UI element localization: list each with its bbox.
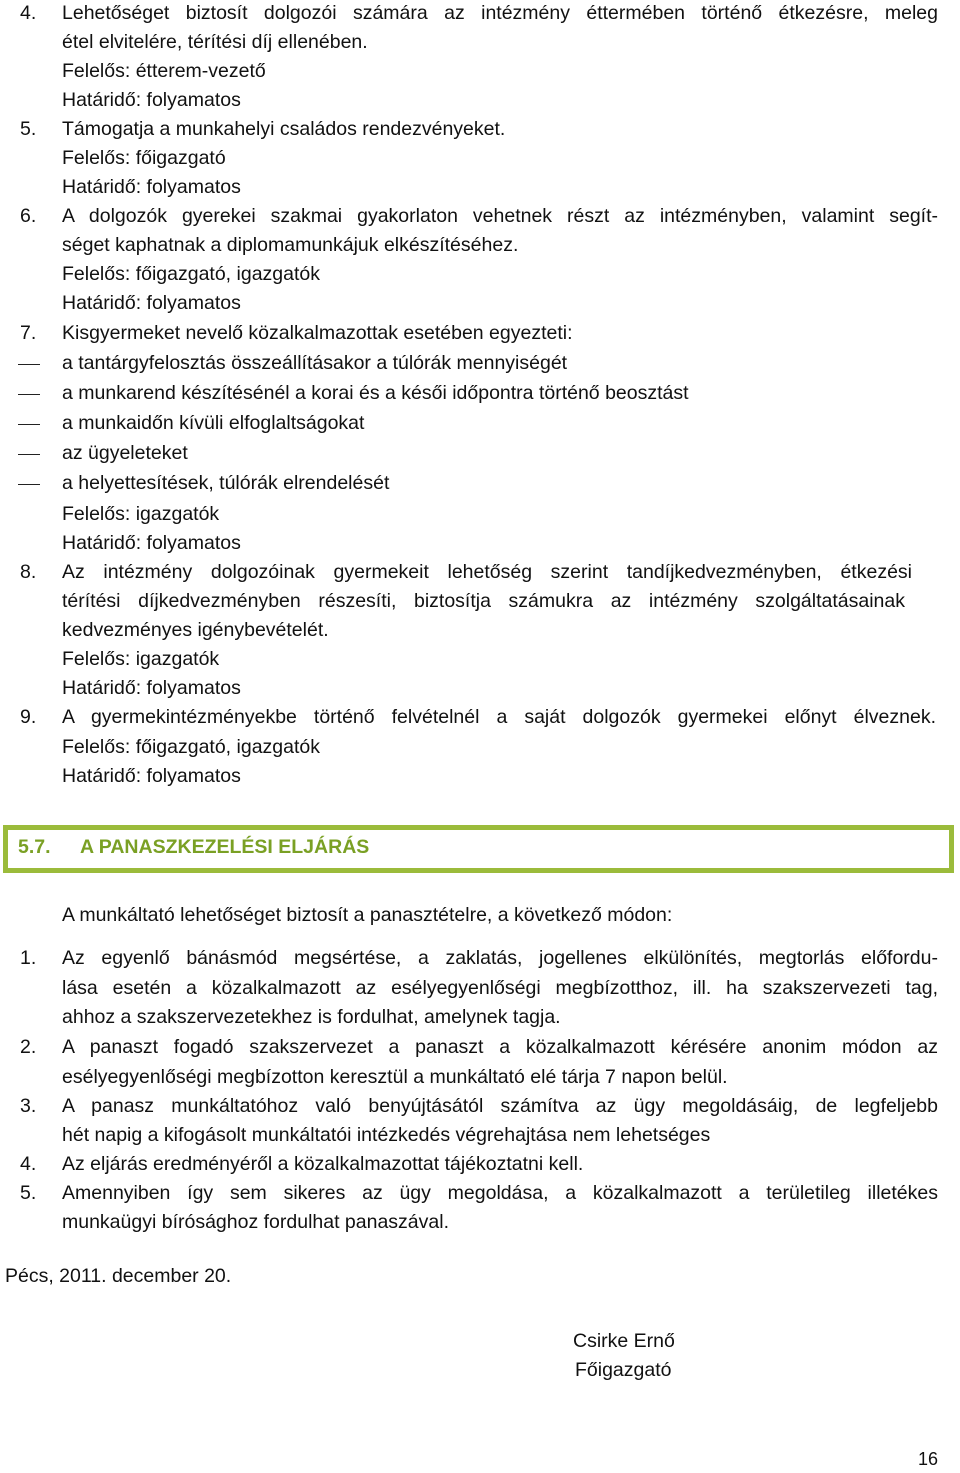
item-number: 7. xyxy=(20,322,37,344)
page-number: 16 xyxy=(918,1449,939,1469)
bullet-item: a tantárgyfelosztás összeállításakor a túlórák mennyiségét xyxy=(62,352,568,374)
item-text: Támogatja a munkahelyi családos rendezvényeket. xyxy=(62,118,506,140)
item-text: Amennyiben így sem sikeres az ügy megoldása, a közalkalmazott a területileg illetékes xyxy=(62,1182,938,1204)
deadline-line: Határidő: folyamatos xyxy=(62,292,241,314)
item-text: kedvezményes igénybevételét. xyxy=(62,619,329,641)
section-heading xyxy=(3,825,954,873)
section-number: 5.7. xyxy=(18,836,51,858)
item-text: séget kaphatnak a diplomamunkájuk elkészítéséhez. xyxy=(62,234,519,256)
bullet-item: a munkarend készítésénél a korai és a késői időpontra történő beosztást xyxy=(62,382,689,404)
item-text: Az eljárás eredményéről a közalkalmazottat tájékoztatni kell. xyxy=(62,1153,584,1175)
item-number: 5. xyxy=(20,118,37,140)
item-text: Az intézmény dolgozóinak gyermekeit lehetőség szerint tandíjkedvezményben, étkezési xyxy=(62,561,912,583)
item-text: hét napig a kifogásolt munkáltatói intézkedés végrehajtása nem lehetséges xyxy=(62,1124,711,1146)
responsible-line: Felelős: igazgatók xyxy=(62,503,220,525)
deadline-line: Határidő: folyamatos xyxy=(62,765,241,787)
item-text: Az egyenlő bánásmód megsértése, a zaklatás, jogellenes elkülönítés, megtorlás előfordu- xyxy=(62,947,938,969)
deadline-line: Határidő: folyamatos xyxy=(62,176,241,198)
dash-bullet xyxy=(18,394,40,395)
signatory-name: Csirke Ernő xyxy=(573,1330,675,1352)
deadline-line: Határidő: folyamatos xyxy=(62,532,241,554)
signatory-title: Főigazgató xyxy=(575,1359,672,1381)
place-date: Pécs, 2011. december 20. xyxy=(5,1265,232,1287)
responsible-line: Felelős: étterem-vezető xyxy=(62,60,266,82)
responsible-line: Felelős: igazgatók xyxy=(62,648,220,670)
item-text: Lehetőséget biztosít dolgozói számára az intézmény éttermében történő étkezésre, meleg xyxy=(62,2,938,24)
item-number: 3. xyxy=(20,1095,37,1117)
bullet-item: az ügyeleteket xyxy=(62,442,188,464)
bullet-item: a helyettesítések, túlórák elrendelését xyxy=(62,472,390,494)
item-text: ahhoz a szakszervezetekhez is fordulhat, amelynek tagja. xyxy=(62,1006,561,1028)
item-text: Kisgyermeket nevelő közalkalmazottak esetében egyezteti: xyxy=(62,322,573,344)
item-text: A panaszt fogadó szakszervezet a panaszt a közalkalmazott kérésére anonim módon az xyxy=(62,1036,938,1058)
item-text: lása esetén a közalkalmazott az esélyegyenlőségi megbízotthoz, ill. ha szakszervezeti tag, xyxy=(62,977,938,999)
item-number: 2. xyxy=(20,1036,37,1058)
item-text: A gyermekintézményekbe történő felvételnél a saját dolgozók gyermekei előnyt élveznek. xyxy=(62,706,936,728)
item-text: A dolgozók gyerekei szakmai gyakorlaton vehetnek részt az intézményben, valamint segít- xyxy=(62,205,938,227)
deadline-line: Határidő: folyamatos xyxy=(62,677,241,699)
item-text: munkaügyi bírósághoz fordulhat panaszával. xyxy=(62,1211,449,1233)
bullet-item: a munkaidőn kívüli elfoglaltságokat xyxy=(62,412,365,434)
dash-bullet xyxy=(18,424,40,425)
section-title: A PANASZKEZELÉSI ELJÁRÁS xyxy=(80,836,370,858)
dash-bullet xyxy=(18,454,40,455)
item-number: 9. xyxy=(20,706,37,728)
item-number: 5. xyxy=(20,1182,37,1204)
intro-text: A munkáltató lehetőséget biztosít a panasztételre, a következő módon: xyxy=(62,904,673,926)
dash-bullet xyxy=(18,484,40,485)
item-number: 6. xyxy=(20,205,37,227)
item-number: 8. xyxy=(20,561,37,583)
responsible-line: Felelős: főigazgató, igazgatók xyxy=(62,736,320,758)
item-text: térítési díjkedvezményben részesíti, biztosítja számukra az intézmény szolgáltatásainak xyxy=(62,590,905,612)
item-number: 4. xyxy=(20,1153,37,1175)
item-number: 1. xyxy=(20,947,37,969)
deadline-line: Határidő: folyamatos xyxy=(62,89,241,111)
dash-bullet xyxy=(18,364,40,365)
item-text: esélyegyenlőségi megbízotton keresztül a munkáltató elé tárja 7 napon belül. xyxy=(62,1066,728,1088)
item-number: 4. xyxy=(20,2,37,24)
responsible-line: Felelős: főigazgató xyxy=(62,147,226,169)
item-text: étel elvitelére, térítési díj ellenében. xyxy=(62,31,368,53)
responsible-line: Felelős: főigazgató, igazgatók xyxy=(62,263,320,285)
item-text: A panasz munkáltatóhoz való benyújtásától számítva az ügy megoldásáig, de legfeljebb xyxy=(62,1095,938,1117)
